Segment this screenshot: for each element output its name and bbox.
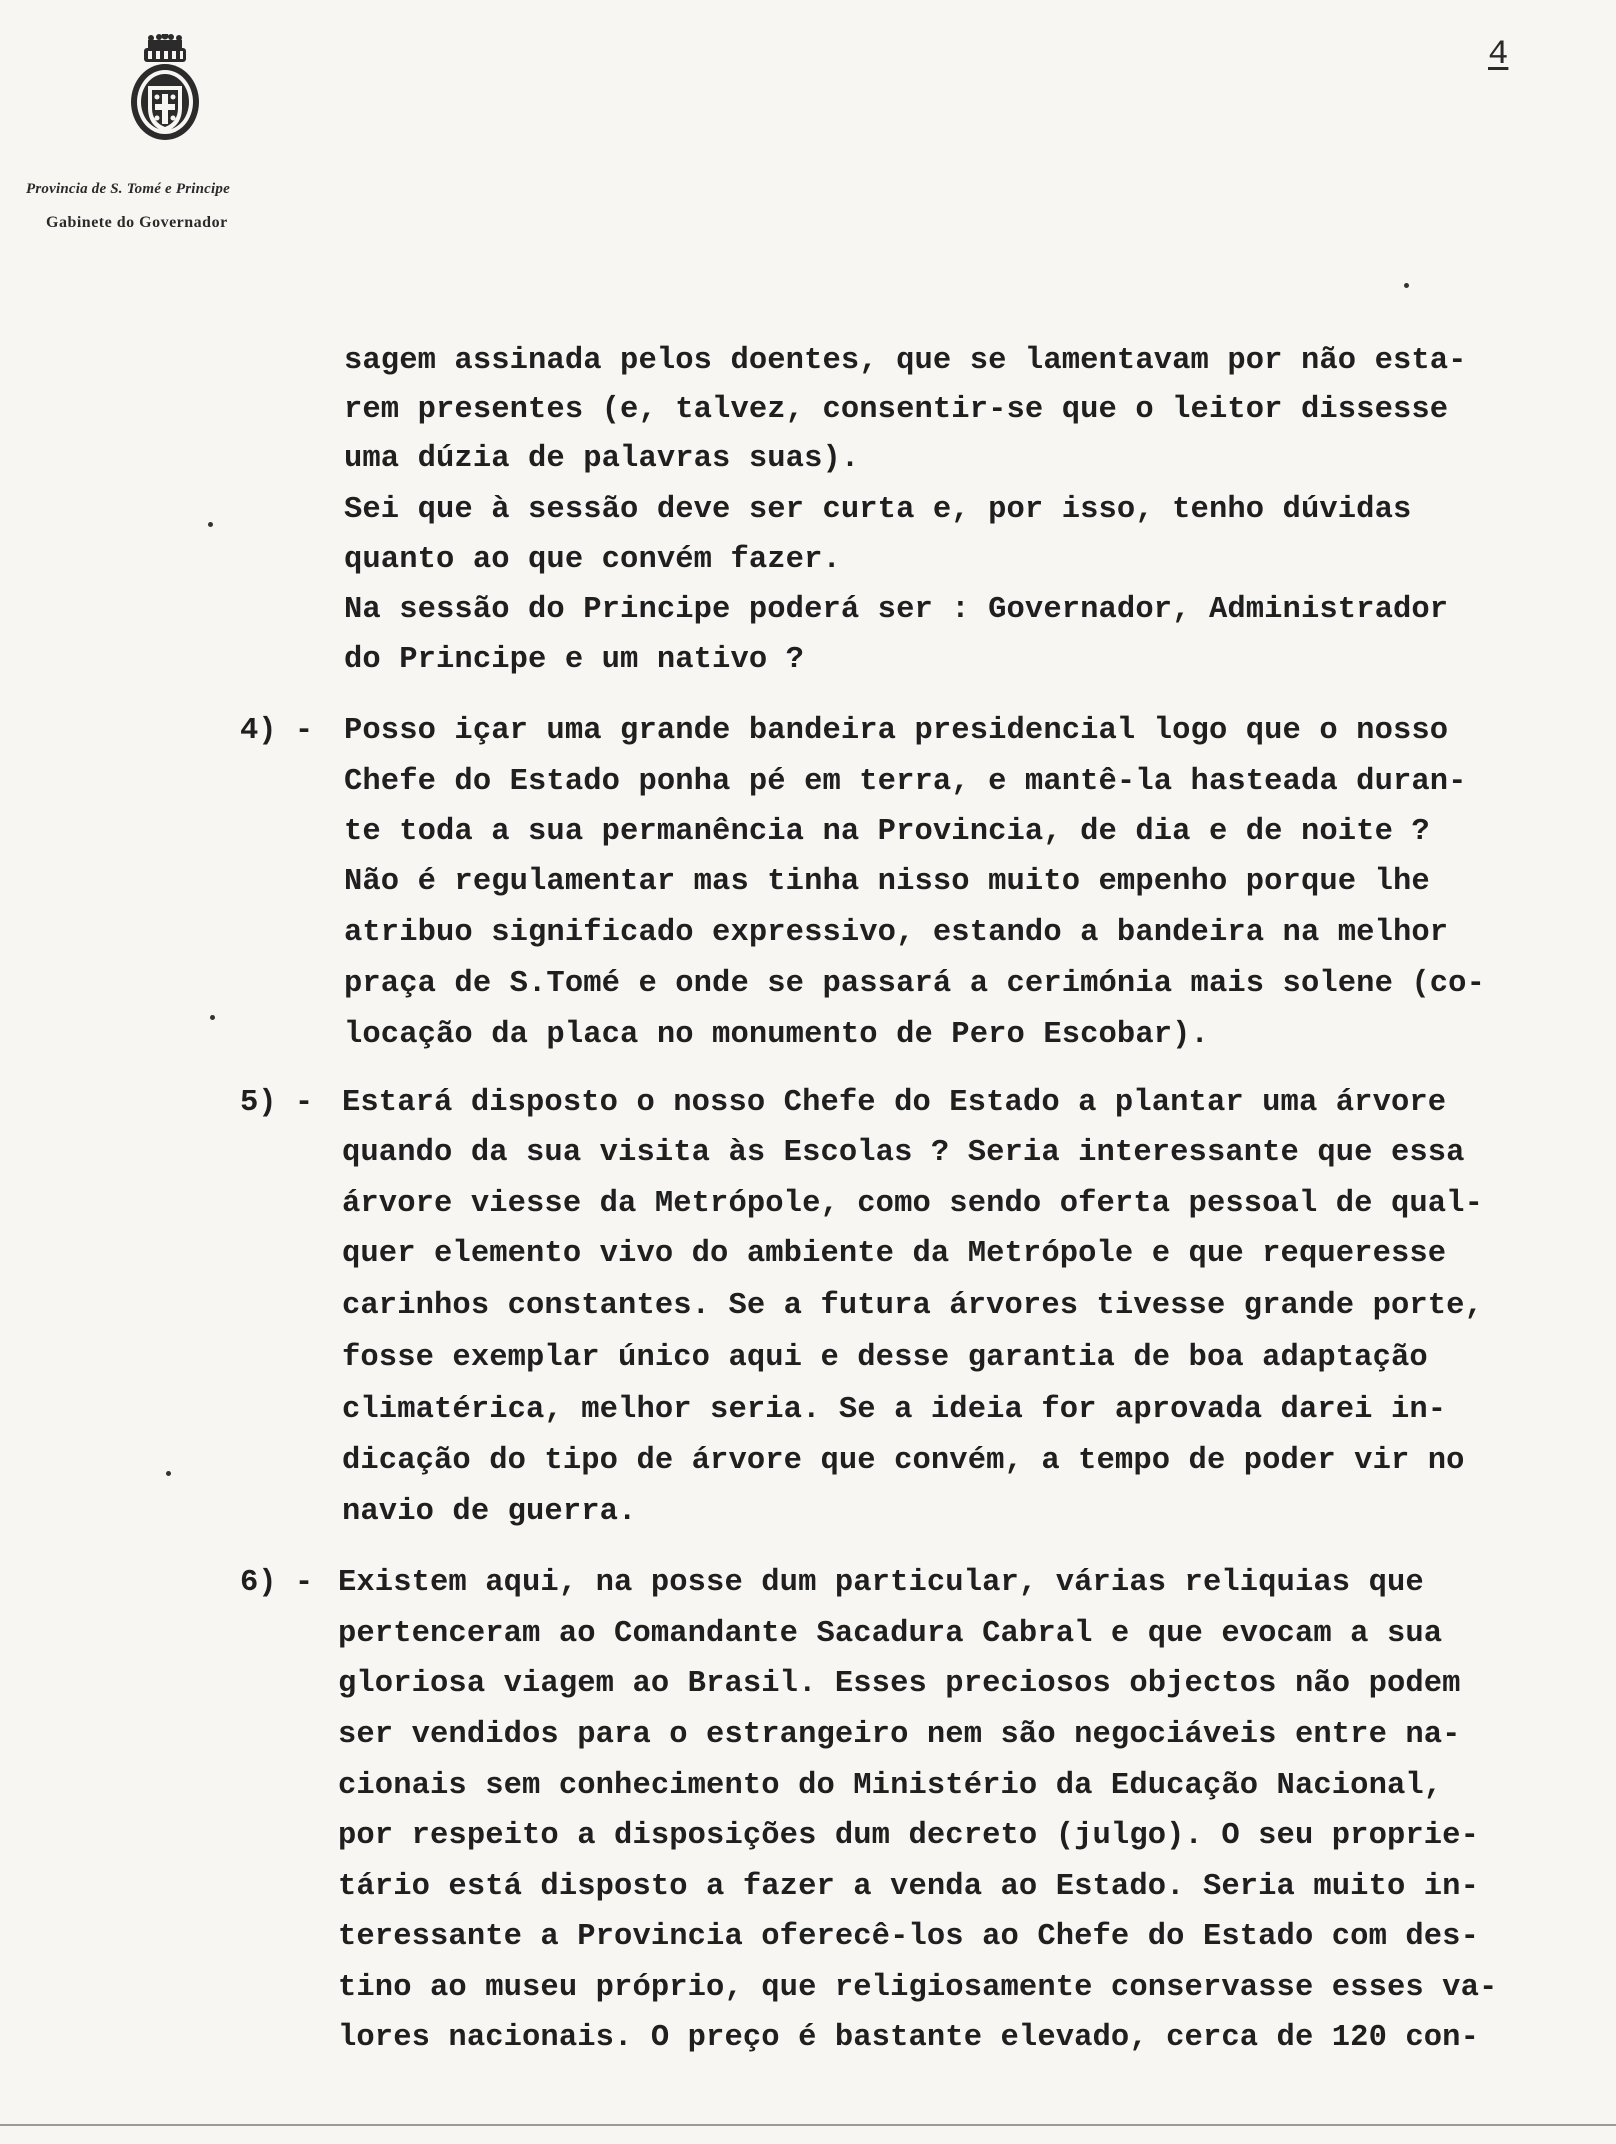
text-line: Não é regulamentar mas tinha nisso muito empenho porque lhe bbox=[344, 865, 1430, 899]
text-line: navio de guerra. bbox=[342, 1495, 637, 1529]
text-line: cionais sem conhecimento do Ministério da Educação Nacional, bbox=[338, 1769, 1443, 1803]
text-line: ser vendidos para o estrangeiro nem são negociáveis entre na- bbox=[338, 1718, 1461, 1752]
text-line: pertenceram ao Comandante Sacadura Cabral e que evocam a sua bbox=[338, 1617, 1443, 1651]
text-line: do Principe e um nativo ? bbox=[344, 643, 805, 677]
text-line: lores nacionais. O preço é bastante elevado, cerca de 120 con- bbox=[338, 2021, 1479, 2055]
text-line: quando da sua visita às Escolas ? Seria interessante que essa bbox=[342, 1136, 1465, 1170]
text-line: árvore viesse da Metrópole, como sendo oferta pessoal de qual- bbox=[342, 1187, 1483, 1221]
text-line: Estará disposto o nosso Chefe do Estado a plantar uma árvore bbox=[342, 1086, 1447, 1120]
scan-speck bbox=[166, 1471, 171, 1476]
text-line: locação da placa no monumento de Pero Escobar). bbox=[344, 1018, 1209, 1052]
text-line: dicação do tipo de árvore que convém, a tempo de poder vir no bbox=[342, 1444, 1465, 1478]
office-heading: Gabinete do Governador bbox=[46, 214, 228, 231]
text-line: gloriosa viagem ao Brasil. Esses preciosos objectos não podem bbox=[338, 1667, 1461, 1701]
page-number: 4 bbox=[1488, 36, 1509, 74]
portuguese-coat-of-arms-icon bbox=[126, 34, 204, 144]
text-line: teressante a Provincia oferecê-los ao Chefe do Estado com des- bbox=[338, 1920, 1479, 1954]
text-line: tino ao museu próprio, que religiosamente conservasse esses va- bbox=[338, 1971, 1498, 2005]
text-line: quer elemento vivo do ambiente da Metrópole e que requeresse bbox=[342, 1237, 1447, 1271]
text-line: te toda a sua permanência na Provincia, de dia e de noite ? bbox=[344, 815, 1430, 849]
text-line: fosse exemplar único aqui e desse garantia de boa adaptação bbox=[342, 1341, 1428, 1375]
text-line: Na sessão do Principe poderá ser : Governador, Administrador bbox=[344, 593, 1449, 627]
scan-speck bbox=[1404, 283, 1409, 288]
province-heading: Provincia de S. Tomé e Principe bbox=[26, 181, 230, 197]
bottom-rule bbox=[0, 2124, 1616, 2126]
text-line: Existem aqui, na posse dum particular, várias reliquias que bbox=[338, 1566, 1424, 1600]
text-line: Sei que à sessão deve ser curta e, por isso, tenho dúvidas bbox=[344, 493, 1412, 527]
text-line: rem presentes (e, talvez, consentir-se que o leitor dissesse bbox=[344, 393, 1449, 427]
text-line: climatérica, melhor seria. Se a ideia for aprovada darei in- bbox=[342, 1393, 1447, 1427]
text-line: praça de S.Tomé e onde se passará a cerimónia mais solene (co- bbox=[344, 967, 1485, 1001]
text-line: por respeito a disposições dum decreto (julgo). O seu proprie- bbox=[338, 1819, 1479, 1853]
text-line: sagem assinada pelos doentes, que se lamentavam por não esta- bbox=[344, 344, 1467, 378]
item-number: 4) - bbox=[240, 714, 314, 748]
item-number: 5) - bbox=[240, 1086, 314, 1120]
text-line: Posso içar uma grande bandeira presidencial logo que o nosso bbox=[344, 714, 1449, 748]
text-line: atribuo significado expressivo, estando a bandeira na melhor bbox=[344, 916, 1449, 950]
text-line: carinhos constantes. Se a futura árvores tivesse grande porte, bbox=[342, 1289, 1483, 1323]
text-line: tário está disposto a fazer a venda ao Estado. Seria muito in- bbox=[338, 1870, 1479, 1904]
item-number: 6) - bbox=[240, 1566, 314, 1600]
text-line: Chefe do Estado ponha pé em terra, e mantê-la hasteada duran- bbox=[344, 765, 1467, 799]
scan-speck bbox=[208, 522, 213, 527]
text-line: uma dúzia de palavras suas). bbox=[344, 442, 860, 476]
scan-speck bbox=[210, 1015, 215, 1020]
text-line: quanto ao que convém fazer. bbox=[344, 543, 841, 577]
